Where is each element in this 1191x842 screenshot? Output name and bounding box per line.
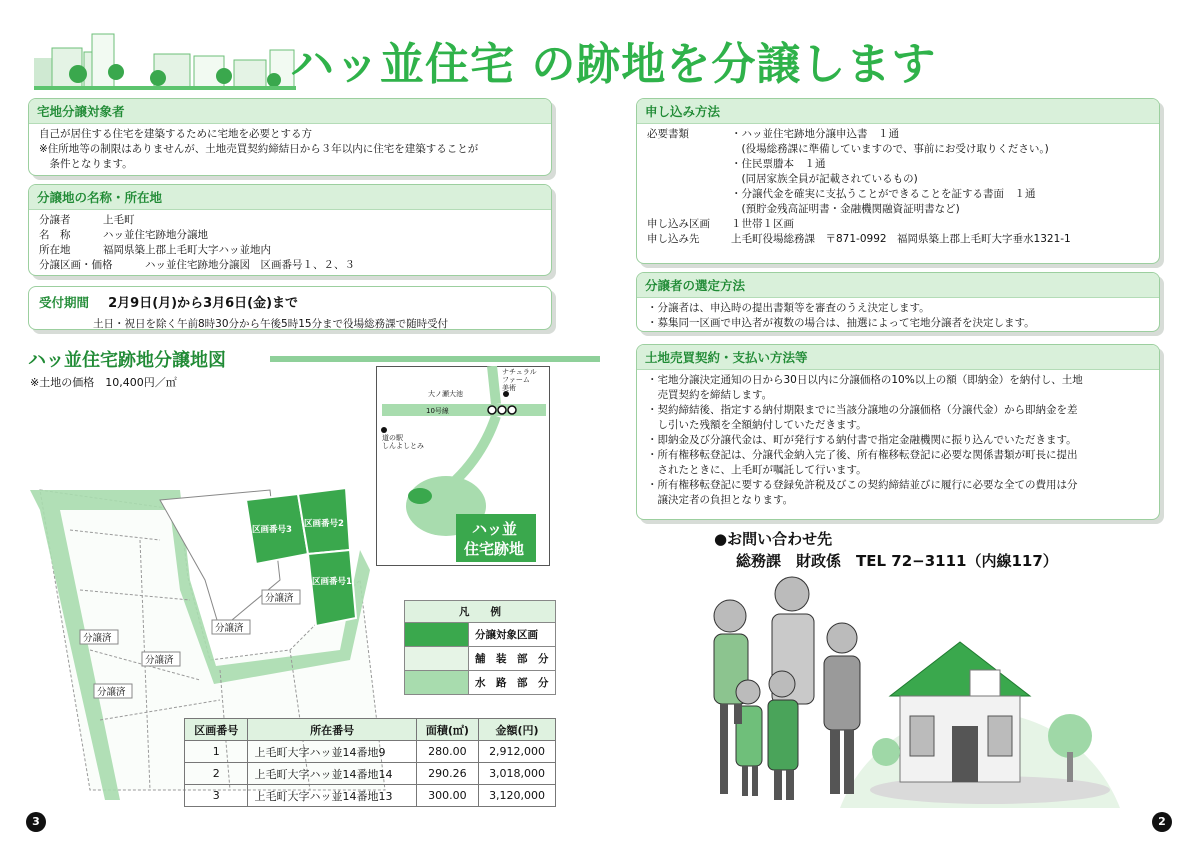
route-label: 10号線 — [426, 407, 449, 415]
legend-row: 舗 装 部 分 — [405, 647, 556, 671]
selection-line: ・募集同一区画で申込者が複数の場合は、抽選によって宅地分譲者を決定します。 — [647, 317, 1035, 329]
docs-label: 必要書類 — [647, 128, 689, 140]
contract-line: 売買契約を締結します。 — [647, 389, 773, 401]
selection-heading: 分譲者の選定方法 — [637, 273, 1159, 298]
lot-1-label: 区画番号1 — [312, 577, 352, 587]
target-note-cont: 条件となります。 — [39, 158, 133, 170]
contract-line: 譲決定者の負担となります。 — [647, 494, 794, 506]
contact-info — [714, 528, 1058, 572]
sold-label: 分譲済 — [97, 687, 126, 698]
doc-item: (預貯金残高証明書・金融機関融資証明書など) — [731, 203, 960, 215]
location-section — [28, 184, 552, 276]
map-legend — [404, 600, 556, 695]
page-title: ハッ並住宅 の跡地を分譲します — [290, 39, 937, 90]
page-number-left: 3 — [26, 812, 46, 832]
location-inset-map — [376, 366, 550, 566]
contract-line: ・宅地分譲決定通知の日から30日以内に分譲価格の10%以上の額（即納金）を納付し、土地 — [647, 374, 1083, 386]
landmark-label: ナチュラル — [502, 368, 537, 376]
period-section — [28, 286, 552, 330]
doc-item: (役場総務課に準備していますので、事前にお受け取りください。) — [731, 143, 1049, 155]
legend-row: 水 路 部 分 — [405, 671, 556, 695]
target-line: 自己が居住する住宅を建築するために宅地を必要とする方 — [39, 128, 312, 140]
legend-title: 凡 例 — [405, 601, 556, 623]
target-note: ※住所地等の制限はありませんが、土地売買契約締結日から３年以内に住宅を建築することが — [39, 143, 479, 155]
landmark-label: ファーム — [502, 376, 530, 384]
land-price: ※土地の価格 10,400円／㎡ — [30, 376, 177, 389]
apply-section — [636, 98, 1160, 264]
contract-line: ・所有権移転登記に要する登録免許税及びこの契約締結並びに履行に必要な全ての費用は分 — [647, 479, 1078, 491]
location-row: 所在地 福岡県築上郡上毛町大字ハッ並地内 — [39, 244, 271, 256]
table-row: 3 上毛町大字ハッ並14番地13 300.00 3,120,000 — [185, 785, 556, 807]
page-number-right: 2 — [1152, 812, 1172, 832]
sold-label: 分譲済 — [83, 633, 112, 644]
doc-item: (同居家族全員が記載されているもの) — [731, 173, 918, 185]
town-skyline-illustration — [34, 30, 296, 90]
period-note: 土日・祝日を除く午前8時30分から午後5時15分まで役場総務課で随時受付 — [93, 318, 449, 330]
table-row: 1 上毛町大字ハッ並14番地9 280.00 2,912,000 — [185, 741, 556, 763]
contract-heading: 土地売買契約・支払い方法等 — [637, 345, 1159, 370]
pond-label: 大ノ瀬大池 — [428, 390, 463, 398]
station-label: しんよしとみ — [382, 442, 424, 450]
legend-row: 分譲対象区画 — [405, 623, 556, 647]
location-row: 分譲区画・価格 ハッ並住宅跡地分譲図 区画番号１、２、３ — [39, 259, 355, 271]
doc-item: ・分譲代金を確実に支払うことができることを証する書面 １通 — [731, 188, 1036, 200]
contract-line: し引いた残額を全額納付していただきます。 — [647, 419, 867, 431]
table-row: 2 上毛町大字ハッ並14番地14 290.26 3,018,000 — [185, 763, 556, 785]
to-label: 申し込み先 — [647, 233, 700, 245]
map-title-bar — [270, 356, 600, 362]
period-dates: 2月9日(月)から3月6日(金)まで — [108, 296, 299, 311]
family-house-illustration — [690, 576, 1120, 808]
map-title: ハッ並住宅跡地分譲地図 — [28, 350, 226, 371]
to-value: 上毛町役場総務課 〒871-0992 福岡県築上郡上毛町大字垂水1321-1 — [731, 233, 1071, 245]
table-header-row: 区画番号 所在番号 面積(㎡) 金額(円) — [185, 719, 556, 741]
contract-section — [636, 344, 1160, 520]
contract-line: ・即納金及び分譲代金は、町が発行する納付書で指定金融機関に振り込んでいただきます。 — [647, 434, 1077, 446]
doc-item: ・住民票謄本 １通 — [731, 158, 826, 170]
sold-label: 分譲済 — [215, 623, 244, 634]
contact-title: ●お問い合わせ先 — [714, 530, 833, 548]
site-label: 住宅跡地 — [464, 540, 525, 558]
location-row: 分譲者 上毛町 — [39, 214, 135, 226]
unit-label: 申し込み区画 — [647, 218, 710, 230]
selection-section — [636, 272, 1160, 332]
location-heading: 分譲地の名称・所在地 — [29, 185, 551, 210]
lot-3-label: 区画番号3 — [252, 525, 292, 535]
landmark-label: 美術 — [502, 384, 516, 392]
location-row: 名 称 ハッ並住宅跡地分譲地 — [39, 229, 208, 241]
unit-value: １世帯１区画 — [731, 218, 794, 230]
doc-item: ・ハッ並住宅跡地分譲申込書 １通 — [731, 128, 899, 140]
target-section — [28, 98, 552, 176]
station-label: 道の駅 — [382, 434, 403, 442]
contract-line: されたときに、上毛町が嘱託して行います。 — [647, 464, 867, 476]
lot-2-label: 区画番号2 — [304, 519, 344, 529]
sold-label: 分譲済 — [145, 655, 174, 666]
target-heading: 宅地分譲対象者 — [29, 99, 551, 124]
contact-line: 総務課 財政係 TEL 72−3111（内線117） — [736, 552, 1058, 570]
sold-label: 分譲済 — [265, 593, 294, 604]
contract-line: ・契約締結後、指定する納付期限までに当該分譲地の分譲価格（分譲代金）から即納金を差 — [647, 404, 1078, 416]
apply-heading: 申し込み方法 — [637, 99, 1159, 124]
contract-line: ・所有権移転登記は、分譲代金納入完了後、所有権移転登記に必要な関係書類が町長に提出 — [647, 449, 1078, 461]
site-label: ハッ並 — [472, 520, 518, 538]
lots-table — [184, 718, 556, 807]
selection-line: ・分譲者は、申込時の提出書類等を審査のうえ決定します。 — [647, 302, 930, 314]
period-label: 受付期間 — [39, 295, 90, 310]
